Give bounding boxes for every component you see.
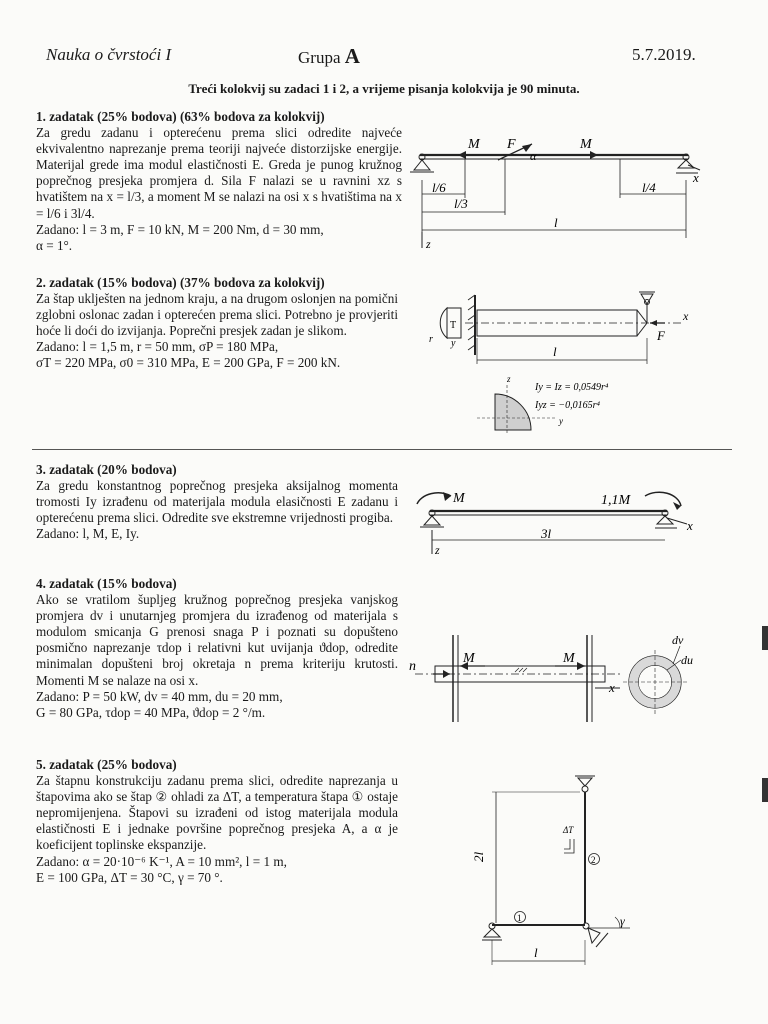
fig4-m-right: M	[563, 651, 575, 666]
task-4	[36, 576, 398, 721]
fig1-dim-l3: l/3	[454, 196, 468, 211]
task-3-given-1: Zadano: l, M, E, Iy.	[36, 526, 140, 542]
group-label	[298, 44, 360, 69]
group-letter: A	[344, 44, 360, 68]
fig1-m-left: M	[468, 137, 480, 152]
fig1-m-right: M	[580, 137, 592, 152]
fig4-du-label: du	[681, 653, 693, 667]
fig2-y-label: y	[559, 416, 563, 426]
fig2-x-label: x	[683, 309, 689, 323]
fig1-f-label: F	[507, 137, 516, 152]
fig5-gamma-label: γ	[620, 914, 625, 928]
task-2-given-1: Zadano: l = 1,5 m, r = 50 mm, σP = 180 MPa,	[36, 339, 279, 355]
fig2-iyz-label: Iyz = −0,0165r⁴	[535, 400, 601, 411]
task-2-given-2: σT = 220 MPa, σ0 = 310 MPa, E = 200 GPa, F = 200 kN.	[36, 355, 341, 371]
task-5-given-1: Zadano: α = 20·10⁻⁶ K⁻¹, A = 10 mm², l = 1 m,	[36, 853, 287, 869]
task-1-text: Za gredu zadanu i opterećenu prema slici odredite najveće ekvivalentno naprezanje prema teoriji najveće distorzijske energije. Materijal grede ima modul elastičnosti E. Greda je punog kružnog poprečnog presjeka promjera d. Sila F nalazi se u ravnini xz s hvatištem na x = l/3, a moment M se nalazi na osi x s hvatištima na x = l/6 i 3l/4.	[36, 125, 402, 221]
task-5	[36, 757, 398, 886]
fig5-dim-2l: 2l	[471, 851, 486, 862]
fig1-alpha-label: α	[530, 149, 537, 163]
fig4-x-label: x	[609, 680, 615, 695]
task-3	[36, 462, 398, 542]
task-4-text: Ako se vratilom šupljeg kružnog poprečnog presjeka vanjskog promjera dv i unutarnjeg promjera du izrađenog od materijala s modulom smicanja G prenosi snaga P i poznati su dopušteno posmično naprezanje τdop i relativni kut uvijanja ϑdop, odredite minimalan dopušteni broj okretaja n prema kriteriju krutosti. Momenti M se nalaze na osi x.	[36, 592, 398, 688]
task-3-title: 3. zadatak (20% bodova)	[36, 462, 177, 477]
task-1	[36, 109, 402, 254]
figure-3-beam	[405, 478, 715, 563]
fig1-dim-l4: l/4	[642, 180, 656, 195]
course-title: Nauka o čvrstoći I	[46, 45, 172, 64]
fig1-x-label: x	[693, 170, 699, 185]
fig1-z-label: z	[426, 237, 431, 251]
fig2-y-small: y	[451, 338, 456, 349]
fig3-m-right: 1,1M	[601, 493, 631, 508]
task-5-title: 5. zadatak (25% bodova)	[36, 757, 177, 772]
scan-edge-mark	[762, 778, 768, 802]
task-4-title: 4. zadatak (15% bodova)	[36, 576, 177, 591]
task-5-text: Za štapnu konstrukciju zadanu prema slici, odredite naprezanja u štapovima ako se štap ② ohladi za ΔT, a temperatura štapa ① ostaje nepromijenjena. Štapovi su izrađeni od istog materijala modula elastičnosti E i jednake površine poprečnog presjeka A, a α je koeficijent toplinske ekspanzije.	[36, 773, 398, 853]
figure-5-truss	[470, 775, 655, 970]
fig5-dt-label: ΔT	[563, 825, 574, 835]
fig5-bar1-label: 1	[517, 913, 522, 923]
task-1-title: 1. zadatak (25% bodova) (63% bodova za kolokvij)	[36, 109, 325, 124]
task-2	[36, 275, 398, 372]
fig2-l-label: l	[553, 344, 557, 359]
fig5-bar2-label: 2	[591, 855, 596, 865]
section-divider	[32, 449, 732, 450]
task-2-title: 2. zadatak (15% bodova) (37% bodova za kolokvij)	[36, 275, 325, 290]
exam-date: 5.7.2019.	[632, 45, 696, 64]
fig3-z-label: z	[435, 543, 440, 557]
fig3-dim-3l: 3l	[541, 526, 552, 541]
figure-4-shaft	[405, 630, 720, 730]
task-2-text: Za štap uklješten na jednom kraju, a na drugom oslonjen na pomični zglobni oslonac zadan i opterećen prema slici. Potrebno je provjeriti hoće li doći do izvijanja. Poprečni presjek zadan je slikom.	[36, 291, 398, 339]
fig4-dv-label: dv	[672, 633, 684, 647]
exam-intro: Treći kolokvij su zadaci 1 i 2, a vrijeme pisanja kolokvija je 90 minuta.	[188, 81, 580, 96]
task-1-given-2: α = 1°.	[36, 237, 73, 253]
fig3-m-left: M	[453, 491, 465, 506]
fig2-z-label: z	[507, 374, 511, 384]
figure-2-column	[425, 290, 705, 445]
fig5-dim-l: l	[534, 945, 538, 960]
fig2-t-label: T	[450, 320, 457, 331]
scan-edge-mark	[762, 626, 768, 650]
fig1-dim-l: l	[554, 215, 558, 230]
task-3-text: Za gredu konstantnog poprečnog presjeka aksijalnog momenta tromosti Iy izrađenu od materijala modula elasičnosti E zadanu i opterećenu prema slici. Odredite sve ekstremne vrijednosti progiba.	[36, 478, 398, 526]
fig4-n-label: n	[409, 659, 416, 674]
group-text: Grupa	[298, 48, 345, 67]
fig2-iy-label: Iy = Iz = 0,0549r⁴	[535, 382, 609, 393]
task-4-given-2: G = 80 GPa, τdop = 40 MPa, ϑdop = 2 °/m.	[36, 704, 266, 720]
fig4-m-left: M	[463, 651, 475, 666]
fig2-f-label: F	[657, 328, 665, 343]
figure-1-beam	[410, 130, 710, 255]
fig1-dim-l6: l/6	[432, 180, 446, 195]
fig2-r-label: r	[429, 334, 433, 345]
task-4-given-1: Zadano: P = 50 kW, dv = 40 mm, du = 20 mm,	[36, 688, 283, 704]
task-1-given-1: Zadano: l = 3 m, F = 10 kN, M = 200 Nm, d = 30 mm,	[36, 221, 324, 237]
fig3-x-label: x	[687, 518, 693, 533]
task-5-given-2: E = 100 GPa, ΔT = 30 °C, γ = 70 °.	[36, 869, 223, 885]
